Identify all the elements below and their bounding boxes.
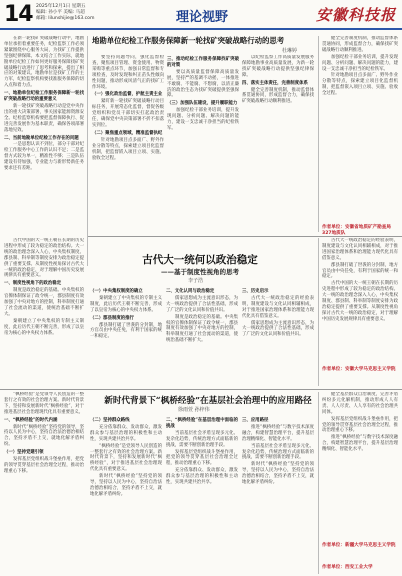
section-title: 理论视野 [176,10,229,25]
article4-col [322,392,398,540]
article3-authors: 徐雨萱 孙梓伟 [178,407,210,413]
article2-col2 [90,287,162,386]
article1-subheading: （一）强化政治监督，护航主责主业 [92,92,163,98]
masthead [0,0,402,30]
article2-paragraph: 郡县制打破了世袭的分封制，地方官员由中央任免，有利于国家的统一和稳定。 [322,262,398,280]
article1-paragraph: 一是思想认识不到位，部分干部对纪检工作服务中心工作的认识不足；二是监督方式较为单一，精准性不够；三是队伍建设有待加强，专业能力与新形势新任务要求还有差距。 [4,142,84,172]
article4-author-caption: 作者单位：新疆大学马克思主义学院 [322,543,396,548]
article3-paragraph: 发挥基层党组织战斗堡垒作用，把党的领导贯穿基层社会治理全过程，推动治理重心下移。 [4,457,84,474]
article1-col1 [4,36,84,236]
article2-title: 古代大一统何以政治稳定 [142,254,258,266]
article2-paragraph: 制度是政治稳定的基础。中央集权的官僚体制保证了政令统一，郡县制度有效加强了中央对地方的控制，科举制度打通了社会流动的渠道，使统治基础不断扩大。 [166,314,238,344]
article1-col1-text: 在新一轮找矿突破战略行动中，地勘单位承担着重要任务，纪检监察工作必须紧紧围绕中心服务大局，为找矿工作提供坚强纪律保障。本文结合工作实际，就地勘单位纪检工作如何更好服务保障找矿突破战略行动进行了思考和探索，提出了相应的对策建议。地勘单位是找矿工作的主力军，纪检监察机构要找准服务保障的切入点和着力点。 [4,36,84,89]
article3-paragraph: 新时代“枫桥经验”坚持党的领导，坚持以人民为中心，坚持自治法治德治相结合，坚持矛盾不上交，就地化解矛盾纠纷。 [242,462,314,486]
article2-author: 李子浩 [188,278,204,284]
article1-paragraph: 以纪检监察工作高质量发展服务保障地勘事业高质量发展，为新一轮找矿突破战略行动提供坚强纪律保障。 [242,55,314,78]
article3-col4 [242,416,314,574]
article1-subheading: 四、落实主体责任，完善制度体系 [242,80,308,86]
article3-paragraph: 当前基层社会矛盾呈现多元化、复杂化趋势，传统治理方式面临新的挑战，需要不断创新治理手段。 [166,430,238,448]
article3-subheading: （二）坚持群众路线 [90,418,130,423]
article1-paragraph: 健全完善制度机制，推动监督体系贯通协同，形成监督合力，确保找矿突破战略行动顺利推进。 [242,87,314,105]
article2-paragraph: 古代中国的大一统王朝在长期的历史进程中形成了较为稳定的政治结构。大一统的政治理念深入人心，中央集权制度、郡县制、科举制等制度安排为政治稳定提供了重要支撑。从制度性视角探讨古代大一统的政治稳定，对于理解中国历史发展规律具有重要意义。 [4,238,84,279]
article1-author-caption: 作者单位：安徽省地质矿产勘查局327地质队 [322,225,391,236]
article2-paragraph: 秦朝建立了中央集权的专制主义制度，此后历代王朝不断完善，形成了以皇帝为核心的中央权力体系。 [90,295,162,313]
article2-subheading: 一、制度性视角下的政治稳定 [4,281,62,287]
article2-paragraph: 郡县制打破了世袭的分封制，地方官员由中央任免，有利于国家的统一和稳定。 [90,322,162,340]
article3-paragraph: 发挥基层党组织战斗堡垒作用，把党的领导贯穿基层社会治理全过程，推动治理重心下移。 [166,449,238,467]
article2-col1 [4,238,84,386]
article4-paragraph: 发挥基层党组织战斗堡垒作用，把党的领导贯穿基层社会治理全过程，推动治理重心下移。 [322,416,398,434]
article1-title: 地勘单位纪检工作服务保障新一轮找矿突破战略行动的思考 [92,36,285,45]
article1-subheading: 二、当前地勘单位纪检工作存在的问题 [4,135,79,141]
article1-subheading: 一、地勘单位纪检工作服务保障新一轮找矿突破战略行动的重要意义 [4,91,84,103]
article1-paragraph: 加强纪检干部业务培训，提升发现问题、分析问题、解决问题的能力，建设一支忠诚干净担当的纪检铁军。 [322,54,398,72]
article2-paragraph: 儒家思想成为主流意识形态，为大一统政治提供了合法性基础，形成了广泛的文化认同和价值共识。 [166,295,238,313]
article1-paragraph: 健全完善制度机制，推动监督体系贯通协同，形成监督合力，确保找矿突破战略行动顺利推进。 [322,36,398,53]
article1-author: 杜琳婷 [282,48,298,54]
article1-paragraph: 针对地勘项目点多面广、野外作业分散等特点，探索建立项目化监督机制，把监督嵌入项目立项、实施、验收全过程。 [322,73,398,97]
column-divider [318,36,319,232]
article3-paragraph: 推进“枫桥经验”与数字技术深度融合，构建智慧治理平台，提升基层治理精细化、智能化水平。 [242,424,314,442]
article2-subheading: （一）中央集权制度的确立 [90,289,143,294]
article3-paragraph: “枫桥经验”是党领导人民创造的一整套行之有效的社会治理方案。新时代背景下，坚持和发展新时代“枫桥经验”，对于推进基层社会治理现代化具有重要意义。 [90,443,162,473]
article1-subheading: 三、推动纪检工作服务保障找矿突破的对策 [167,57,239,68]
email-line: 邮箱: lilunshijie@163.com [36,16,95,21]
section-rule [0,389,402,390]
article2-paragraph: 秦朝建立了中央集权的专制主义制度，此后历代王朝不断完善，形成了以皇帝为核心的中央权力体系。 [4,318,84,336]
section-rule [88,236,402,237]
article2-paragraph: 制度是政治稳定的基础。中央集权的官僚体制保证了政令统一，郡县制度有效加强了中央对地方的控制，科举制度打通了社会流动的渠道，使统治基础不断扩大。 [4,288,84,317]
article2-subheading: （二）郡县制度的推行 [90,315,134,321]
date-line: 2025年12月1日 星期五 [36,4,86,9]
column-divider [318,392,319,574]
article4-paragraph: 健全基层群众自治制度，完善矛盾纠纷多元化解机制，推动形成人人有责、人人尽责、人人享有的社会治理共同体。 [322,392,398,415]
article1-paragraph: 针对地勘项目点多面广、野外作业分散等特点，探索建立项目化监督机制，把监督嵌入项目立项、实施、验收全过程。 [92,137,164,161]
article2-col5 [322,238,398,363]
article1-paragraph: 新一轮找矿突破战略行动是党中央作出的重大决策部署，事关国家能源资源安全。纪检监察机构要把监督保障执行、促进完善发展作为基本职责，确保各项部署落地见效。 [4,103,84,133]
article1-paragraph: 要以高质量监督保障高质量发展，坚持严的基调不动摇，一体推进不敢腐、不能腐、不想腐，以清正廉洁的政治生态为找矿突破提供坚强保障。 [167,69,239,99]
page-number: 14 [4,2,33,27]
article1-col5 [322,36,398,221]
column-divider [87,36,88,266]
article1-paragraph: 要坚持问题导向，强化监督检查，聚焦项目管理、资金使用、物资采购等重点环节，加强日常监督和专项检查，及时发现和纠正苗头性倾向性问题，推动形成风清气正的找矿工作环境。 [92,55,164,90]
article3-subheading: （一）坚持党建引领 [4,450,44,456]
article4-paragraph: 推进“枫桥经验”与数字技术深度融合，构建智慧治理平台，提升基层治理精细化、智能化水平。 [322,435,398,453]
article3-paragraph: “枫桥经验”是党领导人民创造的一整套行之有效的社会治理方案。新时代背景下，坚持和发展新时代“枫桥经验”，对于推进基层社会治理现代化具有重要意义。 [4,392,84,415]
article1-subheading: （二）聚焦重点领域，精准监督执纪 [92,130,163,136]
article3-paragraph: 充分依靠群众、发动群众，激发群众参与基层治理的积极性和主动性，实现共建共治共享。 [166,468,238,486]
article3-subheading: 三、应用路径 [242,418,269,423]
article2-author-caption: 作者单位：安徽大学马克思主义学院 [322,367,396,372]
article1-col4 [242,55,314,195]
article3-col1 [4,392,84,574]
article1-subheading: （三）加强队伍建设，提升履职能力 [167,101,238,107]
article3-paragraph: 新时代“枫桥经验”坚持党的领导，坚持以人民为中心，坚持自治法治德治相结合，坚持矛盾不上交，就地化解矛盾纠纷。 [90,474,162,497]
article1-paragraph: 加强纪检干部业务培训，提升发现问题、分析问题、解决问题的能力，建设一支忠诚干净担当的纪检铁军。 [167,108,239,131]
editor-line: 编辑: 孙小平 美编: 马超 [36,10,85,15]
article2-col3 [166,287,238,386]
article3-paragraph: 充分依靠群众、发动群众，激发群众参与基层治理的积极性和主动性，实现共建共治共享。 [90,424,162,442]
article2-col4 [242,287,314,386]
article2-subheading: 三、历史启示 [242,289,269,294]
article1-col3 [167,55,239,195]
article3-col2 [90,416,162,574]
article3-subheading: 二、“枫桥经验”在基层治理中面临的挑战 [166,418,238,429]
article3-title: 新时代背景下“枫桥经验”在基层社会治理中的应用路径 [104,396,312,406]
article2-paragraph: 古代大一统政治稳定的经验表明，制度建设与文化认同相辅相成，对于推进国家治理体系和治理能力现代化具有借鉴意义。 [242,295,314,319]
article1-col2 [92,55,164,195]
article1-paragraph: 紧盯新一轮找矿突破战略行动目标任务，开展常态化监督，督促各级党组织和党员干部切实扛起政治责任，确保党中央决策部署不折不扣落实到位。 [92,99,164,128]
column-divider [318,238,319,386]
article2-subheading: 二、文化认同与政治稳定 [166,289,215,294]
article3-author-caption: 作者单位：西安工业大学 [322,565,373,570]
article2-paragraph: 古代中国的大一统王朝在长期的历史进程中形成了较为稳定的政治结构。大一统的政治理念深入人心，中央集权制度、郡县制、科举制等制度安排为政治稳定提供了重要支撑。从制度性视角探讨古代大一统的政治稳定，对于理解中国历史发展规律具有重要意义。 [322,281,398,322]
article2-subtitle: ——基于制度性视角的思考 [161,268,239,276]
article3-paragraph: 当前基层社会矛盾呈现多元化、复杂化趋势，传统治理方式面临新的挑战，需要不断创新治理手段。 [242,443,314,461]
article2-paragraph: 儒家思想成为主流意识形态，为大一统政治提供了合法性基础，形成了广泛的文化认同和价值共识。 [242,320,314,338]
article3-paragraph: 新时代“枫桥经验”坚持党的领导，坚持以人民为中心，坚持自治法治德治相结合，坚持矛盾不上交，就地化解矛盾纠纷。 [4,424,84,448]
article3-col3 [166,416,238,574]
article3-subheading: 一、“枫桥经验”的时代内涵 [4,417,58,423]
newspaper-logo: 安徽科技报 [315,6,396,24]
article2-paragraph: 古代大一统政治稳定的经验表明，制度建设与文化认同相辅相成，对于推进国家治理体系和治理能力现代化具有借鉴意义。 [322,238,398,261]
date-info [36,4,94,22]
